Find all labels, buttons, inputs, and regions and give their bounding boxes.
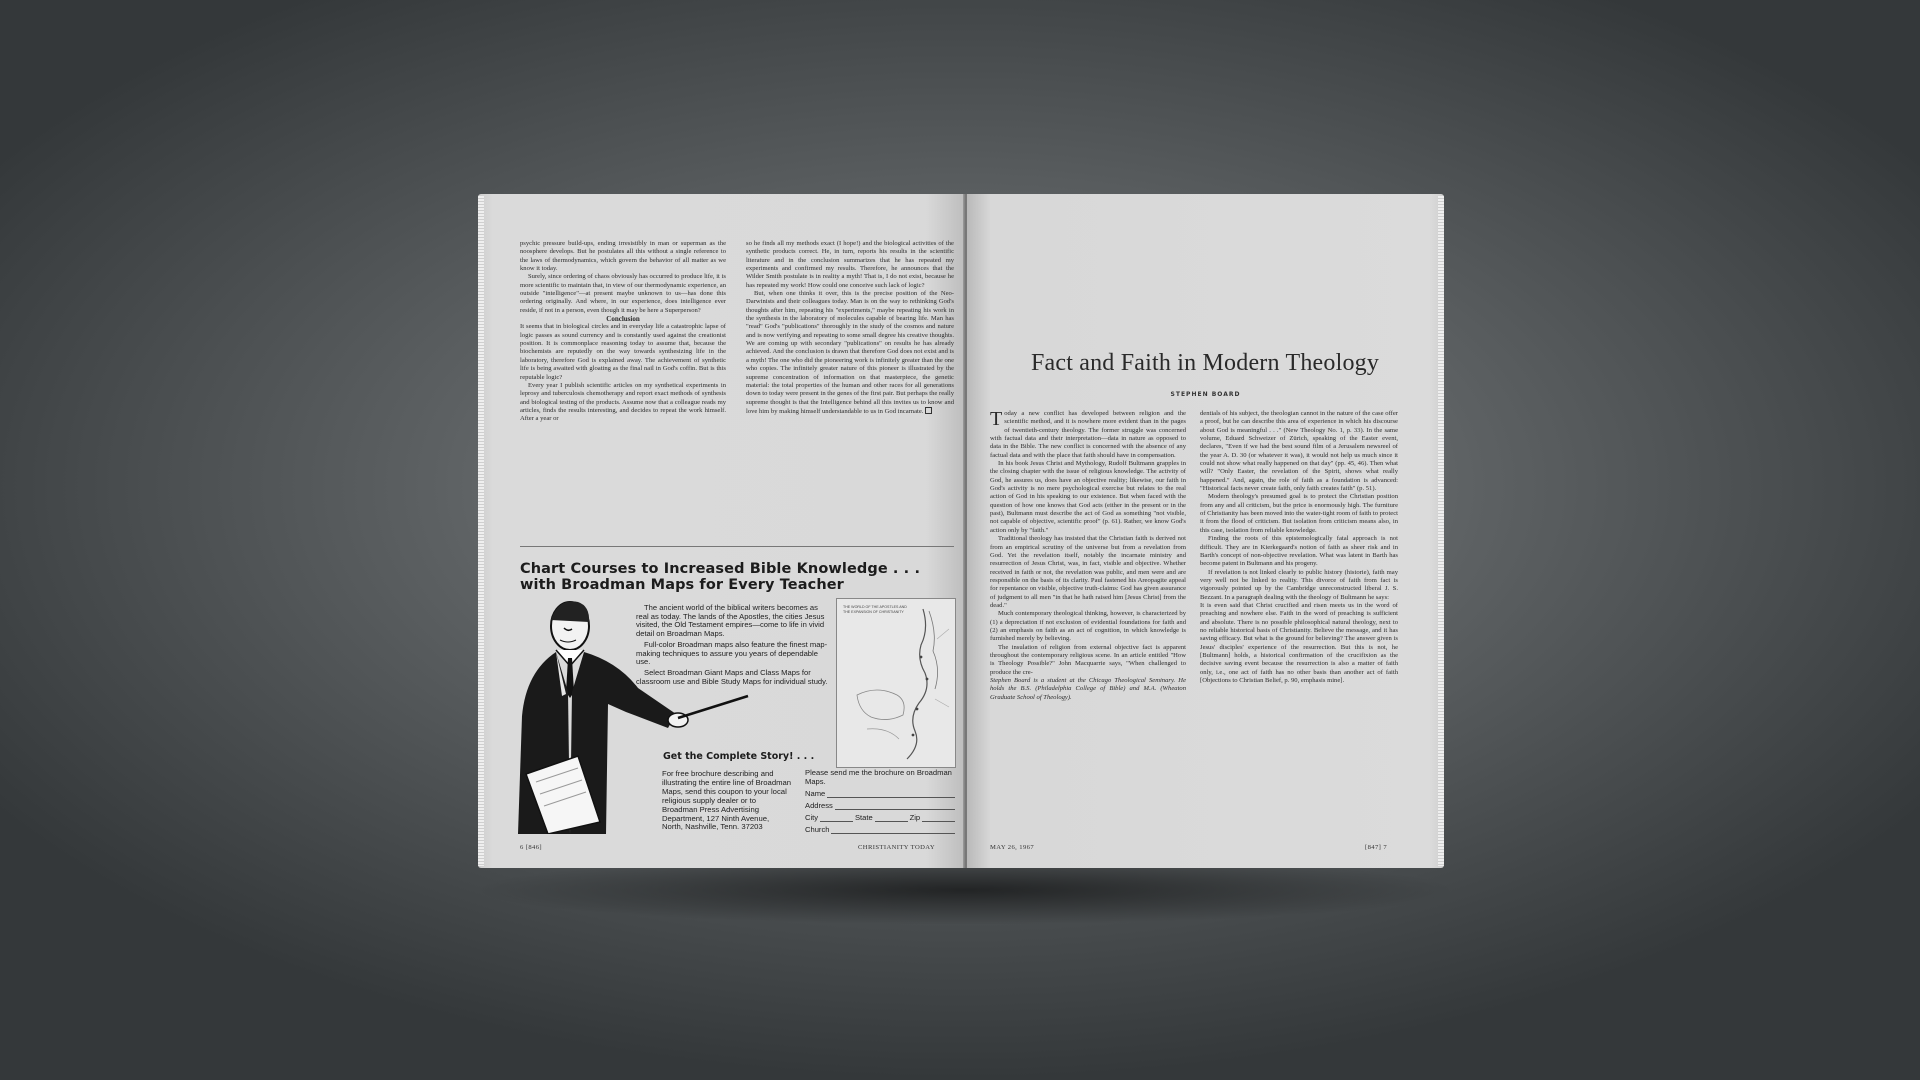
drop-cap: T (990, 408, 1003, 430)
ad-paragraph: Select Broadman Giant Maps and Class Maps for classroom use and Bible Study Maps for individual study. (636, 667, 828, 686)
end-mark-icon (925, 407, 932, 414)
coupon-address-line[interactable] (805, 801, 955, 810)
ad-paragraph: The ancient world of the biblical writers becomes as real as today. The lands of the Apostles, the cities Jesus visited, the Old Testament empires—come to life in vivid detail on Broadman Maps. (636, 603, 825, 639)
paragraph: dentials of his subject, the theologian cannot in the nature of the case offer a proof, but he can describe this area of experience in which his discourse about God is meaningful . . ." (New Theology No. 1, p. 33). In the same volume, Eduard Schweizer of Zürich, speaking of the Easter event, declares, "Even if we had the best sound film of a Jerusalem newsreel of the year A. D. 30 (or whatever it was), it would not help us much since it could not show what really happened on that day" (pp. 45, 46). Then what will? "Only Easter, the revelation of the Spirit, shows what really happened." And, again, the role of faith as a foundation is advanced: "Historical facts never create faith, only faith creates faith" (p. 51). (1200, 410, 1398, 493)
coupon-form[interactable] (805, 768, 955, 834)
coupon-state-field[interactable] (875, 814, 908, 822)
right-column-1 (990, 410, 1186, 702)
author-note: Stephen Board is a student at the Chicago Theological Seminary. He holds the B.S. (Philadelphia College of Bible) and M.A. (Wheaton Graduate School of Theology). (990, 677, 1186, 701)
paragraph: Finding the roots of this epistemologically fatal approach is not difficult. They are in Kierkegaard's notion of faith as sheer risk and in Barth's concept of non-objective revelation. What was latent in Barth has become patent in Bultmann and his progeny. (1200, 535, 1398, 568)
right-column-2 (1200, 410, 1398, 685)
page-edge-left (478, 196, 484, 866)
block-quote: It is even said that Christ crucified and risen meets us in the word of preaching and nowhere else. Faith in the word of preaching is sufficient and absolute. There is no possible philosophical natural theology, next to no reliable historical basis of Christianity. Believe the message, and it has saving efficacy. But what is the ground for believing? The answer given is Jesus' disciples' experience of the resurrection. But this is not, he [Bultmann] holds, a historical confirmation of the crucifixion as the decisive saving event because the resurrection is also a matter of faith only, i.e., one act of faith has no other basis than another act of faith [Objections to Christian Belief, p. 90, emphasis mine]. (1200, 601, 1398, 684)
coupon-label: State (854, 813, 873, 822)
section-subhead: Conclusion (606, 315, 640, 324)
article-title: Fact and Faith in Modern Theology (1030, 350, 1380, 376)
running-title: CHRISTIANITY TODAY (858, 844, 935, 851)
ad-paragraph: Full-color Broadman maps also feature the finest map-making techniques to assure you years of dependable use. (636, 639, 828, 667)
ad-headline (520, 562, 960, 593)
paragraph: Every year I publish scientific articles on my synthetical experiments in leprosy and tuberculosis chemotherapy and report exact methods of synthesis and biological testing of the products. Assume now that a colleague reads my articles, finds the results interesting, and decides to repeat the work himself. After a year or (520, 381, 726, 423)
paragraph: so he finds all my methods exact (I hope!) and the biological activities of the synthetic products correct. He, in turn, reports his results in the scientific literature and in the conclusion summarizes that he has repeated my experiments and confirmed my results. Therefore, he announces that the Wilder Smith postulate is in reality a myth! That is, I do not exist, because he has repeated my work! How could one conceive such lack of logic? (746, 240, 954, 289)
coupon-name-field[interactable] (827, 790, 955, 798)
ad-headline-line-2: with Broadman Maps for Every Teacher (520, 576, 844, 593)
paragraph: But, when one thinks it over, this is the precise position of the Neo-Darwinists and their colleagues today. Man is on the way to rethinking God's thoughts after him, repeating his "experiments," maybe repeating his work in the synthesis in the laboratory of molecules capable of bearing life. Man has "read" God's "publications" thoroughly in the study of the cosmos and nature and is now verifying and repeating to some small degree his creative thoughts. We are coming up with secondary "publications" on results he has already achieved. And the conclusion is drawn that therefore God does not exist and is a myth! The one who did the pioneering work is infinitely greater than the one who copies. The infinitely greater nature of this pioneer is illustrated by the supreme concentration of information on that masterpiece, the genetic material: the total properties of the human and other races for all generations down to today were present in the genes of the first pair. But perhaps the really supreme thought is that the Intelligence behind all this invites us to know and love him by making himself understandable to us in God incarnate. (746, 290, 955, 415)
paragraph: If revelation is not linked clearly to public history (historie), faith may very well not be linked to reality. This divorce of faith from fact is vigorously pointed up by the Cambridge unreconstructed liberal J. S. Bezzant. In a paragraph dealing with the theology of Bultmann he says: (1200, 568, 1398, 601)
ad-body (636, 604, 831, 688)
paragraph: Surely, since ordering of chaos obviously has occurred to produce life, it is more scientific to maintain that, in view of our thermodynamic experience, an outside "intelligence"—at present maybe unknown to us—has done this ordering originally. And where, in our experience, does intelligence ever reside, if not in a person, even though it may be here a Superperson? (520, 273, 726, 314)
coupon-church-line[interactable] (805, 825, 955, 834)
page-number: [847] 7 (1365, 844, 1388, 851)
left-column-1 (520, 240, 726, 424)
issue-date: MAY 26, 1967 (990, 844, 1035, 851)
divider (520, 546, 954, 547)
ad-cta-heading: Get the Complete Story! . . . (663, 751, 815, 762)
coupon-zip-field[interactable] (922, 814, 955, 822)
coupon-label: Zip (909, 813, 921, 822)
coupon-intro: Please send me the brochure on Broadman Maps. (805, 768, 952, 786)
coupon-church-field[interactable] (831, 826, 955, 834)
paragraph: Modern theology's presumed goal is to protect the Christian position from any and all criticism, but the price is enormously high. The furniture of Christianity has been moved into the water-tight room of faith to protect it from the flood of criticism. But isolation from criticism means also, in this case, isolation from reliable knowledge. (1200, 493, 1398, 534)
paragraph: Traditional theology has insisted that the Christian faith is derived not from an empirical scrutiny of the universe but from a revelation from God. Yet the revelation itself, notably the incarnate ministry and resurrection of Jesus Christ, was, in fact, visible and objective. Whether received in faith or not, the revelation was public, and men were and are responsible on the basis of its clarity. Paul fastened his Areopagite appeal for repentance on visible, objective truth-claims: God has given assurance of judgment to all men "in that he hath raised him [Jesus Christ] from the dead." (990, 535, 1186, 609)
article-byline: STEPHEN BOARD (1170, 391, 1241, 398)
coupon-label: Name (805, 789, 826, 798)
coupon-city-line[interactable] (805, 813, 955, 822)
ad-headline-line-1: Chart Courses to Increased Bible Knowledge . . . (520, 561, 921, 577)
coupon-label: Address (805, 801, 833, 810)
ad-cta-body: For free brochure describing and illustrating the entire line of Broadman Maps, send this coupon to your local religious supply dealer or to Broadman Press Advertising Department, 127 Ninth Avenue, North, Nashville, Tenn. 37203 (662, 769, 792, 832)
bible-map-image (836, 598, 956, 768)
page-number: 6 [846] (520, 844, 543, 851)
coupon-label: Church (805, 825, 830, 834)
paragraph: In his book Jesus Christ and Mythology, Rudolf Bultmann grapples in the closing chapter with the issue of religious knowledge. The activity of God, he assures us, does have an objective reality; likewise, our faith in God's activity is no mere psychological exercise but relates to the real action of God in his speaking to our existence. But when faced with the question of how one knows that God acts (either in the present or in the past), Bultmann must describe the act of God as something "not visible, not capable of objective, scientific proof" (p. 61). Rather, we know God's action only by "faith." (990, 460, 1186, 534)
coupon-city-field[interactable] (820, 814, 853, 822)
left-page (478, 194, 965, 868)
map-caption: THE WORLD OF THE APOSTLES AND THE EXPANSION OF CHRISTIANITY (843, 605, 907, 614)
paragraph: psychic pressure build-ups, ending irresistibly in man or superman as the noosphere develops. But he postulates all this without a single reference to the laws of thermodynamics, which govern the behavior of all matter as we know it today. (520, 240, 726, 273)
paragraph: oday a new conflict has developed between religion and the scientific method, and it is nowhere more evident than in the pages of twentieth-century theology. The former struggle was concerned with factual data and their interpretation—data in nature as opposed to data in the Bible. The new conflict is concerned with the absence of any factual data and with the place that faith should have in compensation. (990, 410, 1186, 459)
paragraph: Much contemporary theological thinking, however, is characterized by (1) a depreciation if not exclusion of evidential foundations for faith and (2) an emphasis on faith as an act of cognition, in which knowledge is furnished merely by believing. (990, 610, 1186, 643)
right-page (967, 194, 1444, 868)
paragraph: It seems that in biological circles and in everyday life a catastrophic lapse of logic passes as sound currency and is constantly used against the creationist position. It is commonplace reasoning today to assume that, because the biochemists are reputedly on the way towards synthesizing life in the laboratory, therefore God is explained away. The achievement of synthetic life is being awaited with gloating as the final nail in God's coffin. But is this reputable logic? (520, 323, 726, 381)
left-column-2 (746, 240, 954, 416)
coupon-label: City (805, 813, 819, 822)
coupon-name-line[interactable] (805, 789, 955, 798)
paragraph: The insulation of religion from external objective fact is apparent throughout the contemporary religious scene. In an article entitled "How is Theology Possible?" John Macquarrie says, "When challenged to produce the cre- (990, 643, 1186, 676)
magazine-spread (478, 194, 1444, 868)
coupon-address-field[interactable] (835, 802, 955, 810)
map-outline-icon (837, 599, 955, 767)
page-edge-right (1438, 196, 1444, 866)
